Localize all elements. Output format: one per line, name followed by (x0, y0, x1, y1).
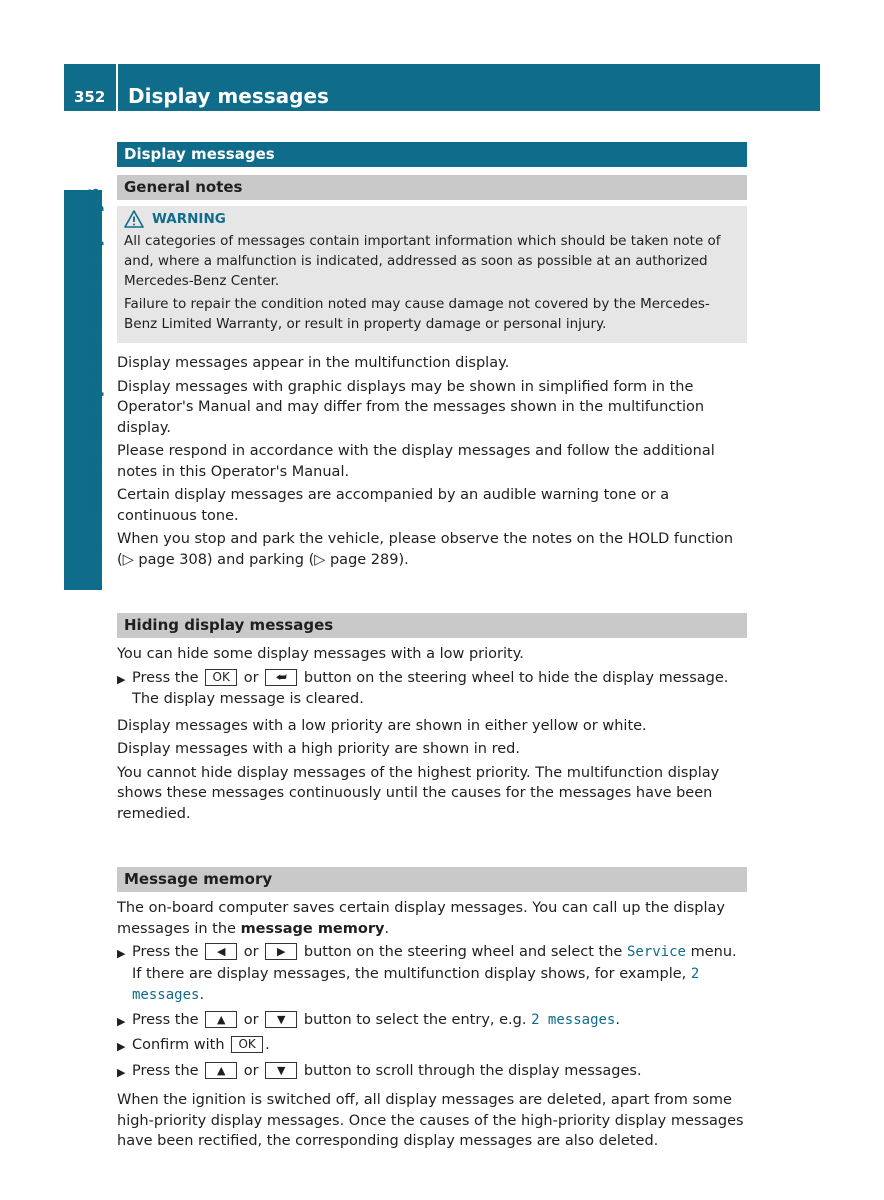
page-reference-link[interactable]: (▷ page 289) (308, 551, 405, 568)
memory-intro (117, 898, 747, 939)
hold-note (117, 529, 747, 570)
hold-note-middle: and parking (212, 551, 309, 568)
step-text (132, 1061, 642, 1084)
warning-paragraph: All categories of messages contain important information which should be taken note of and, where a malfunction is indicated, addressed as soon as possible at an authorized Mercedes-Benz Center. (124, 233, 721, 289)
up-key-icon: ▲ (205, 1011, 237, 1028)
display-menu-text: Service (626, 944, 686, 960)
instruction-step (117, 1010, 747, 1033)
step-text-part: or (239, 944, 264, 960)
step-arrow-icon: ▶ (117, 947, 126, 960)
step-text-part: Press the (132, 1062, 204, 1079)
page-title: Display messages (128, 84, 329, 108)
step-arrow-icon: ▶ (117, 1065, 126, 1079)
body-paragraph: Display messages with graphic displays may be shown in simplified form in the Operator's Manual and may differ from the messages shown in the multifunction display. (117, 378, 705, 436)
ok-key: OK (231, 1036, 263, 1053)
warning-box (117, 206, 747, 343)
display-message-text: 2 messages (132, 965, 700, 1003)
warning-header (124, 210, 741, 228)
instruction-step (117, 668, 747, 711)
warning-paragraph: Failure to repair the condition noted may cause damage not covered by the Mercedes-Benz Limited Warranty, or result in property damage or personal injury. (124, 296, 710, 332)
step-text-part: button to select the entry, e.g. (299, 1011, 532, 1028)
right-key-icon: ▶ (265, 943, 297, 960)
body-paragraph: You can hide some display messages with a low priority. (117, 646, 524, 662)
step-text (132, 1035, 270, 1058)
back-key-icon: ⮨ (265, 669, 297, 686)
step-text-part: Press the (132, 944, 204, 960)
step-text-part: or (239, 1011, 264, 1028)
memory-heading: Message memory (117, 867, 747, 892)
chapter-title: On-board computer and displays (80, 187, 104, 557)
section-title: Display messages (117, 142, 747, 167)
hold-note-text: When you stop and park the vehicle, please observe the notes on the HOLD function (117, 531, 734, 547)
step-sub-text: If there are display messages, the multifunction display shows, for example, (132, 965, 691, 982)
step-text-part: . (265, 1037, 270, 1053)
general-notes-heading: General notes (117, 175, 747, 200)
page-content (117, 142, 747, 1155)
step-text-part: button on the steering wheel and select the (299, 944, 627, 960)
step-text-part: button to scroll through the display messages. (299, 1062, 642, 1079)
header-divider (116, 64, 118, 111)
warning-triangle-icon (124, 210, 144, 228)
step-text-part: . (615, 1011, 620, 1028)
step-text-part: Press the (132, 1011, 204, 1028)
step-text (132, 942, 747, 1007)
instruction-step (117, 942, 747, 1007)
intro-bold: message memory (240, 920, 385, 937)
step-arrow-icon: ▶ (117, 672, 126, 686)
intro-end: . (384, 920, 390, 937)
instruction-step (117, 1035, 747, 1058)
step-text (132, 1010, 620, 1033)
warning-label: WARNING (152, 211, 226, 227)
instruction-step (117, 1061, 747, 1084)
down-key-icon: ▼ (265, 1062, 297, 1079)
step-text-part: or (239, 1062, 264, 1079)
step-text-part: button on the steering wheel to hide the display message. (299, 669, 729, 686)
body-paragraph: Display messages appear in the multifunction display. (117, 355, 510, 371)
body-paragraph: Please respond in accordance with the display messages and follow the additional notes in this Operator's Manual. (117, 443, 715, 480)
step-sub-end: . (199, 987, 205, 1003)
up-key-icon: ▲ (205, 1062, 237, 1079)
hiding-heading: Hiding display messages (117, 613, 747, 638)
step-arrow-icon: ▶ (117, 1040, 126, 1053)
page-header (64, 64, 820, 111)
step-text-part: menu. (685, 944, 737, 960)
down-key-icon: ▼ (265, 1011, 297, 1028)
body-paragraph: Display messages with a low priority are shown in either yellow or white. (117, 717, 647, 734)
step-text-part: or (239, 669, 264, 686)
page-reference-link[interactable]: (▷ page 308) (117, 551, 213, 568)
hold-note-end: . (404, 551, 409, 568)
body-paragraph: Display messages with a high priority are shown in red. (117, 741, 520, 757)
step-text (132, 668, 728, 711)
body-paragraph: You cannot hide display messages of the highest priority. The multifunction display shows these messages continuously until the causes for the messages have been remedied. (117, 764, 720, 822)
step-arrow-icon: ▶ (117, 1014, 126, 1028)
body-paragraph: Certain display messages are accompanied by an audible warning tone or a continuous tone. (117, 487, 670, 524)
body-paragraph: When the ignition is switched off, all display messages are deleted, apart from some high-priority display messages. Once the causes of the high-priority display messages have been rectified, the corresponding display messages are also deleted. (117, 1092, 744, 1149)
page-number: 352 (74, 88, 106, 106)
step-text-part: Press the (132, 669, 204, 686)
display-message-text: 2 messages (531, 1011, 616, 1028)
step-result: The display message is cleared. (132, 691, 364, 707)
step-text-part: Confirm with (132, 1037, 230, 1053)
intro-text: The on-board computer saves certain display messages. You can call up the display messages in the (117, 900, 725, 937)
left-key-icon: ◀ (205, 943, 237, 960)
ok-key: OK (205, 669, 237, 686)
